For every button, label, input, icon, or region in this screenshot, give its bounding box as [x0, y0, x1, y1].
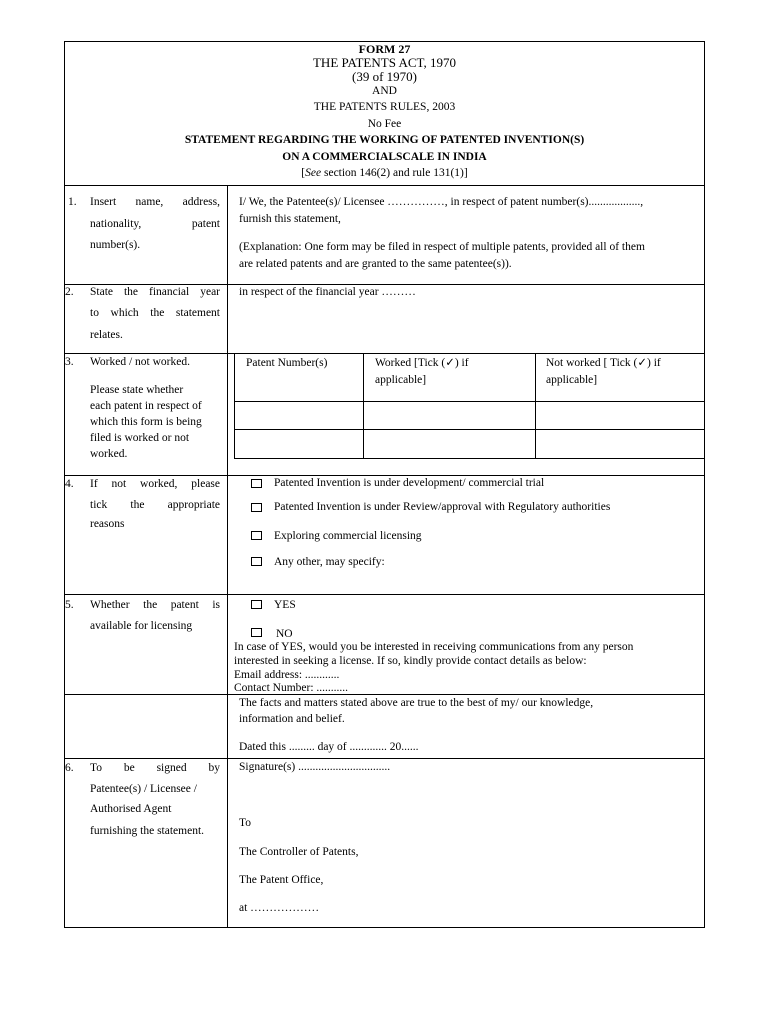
reason-checkbox-regulatory[interactable] [251, 503, 262, 512]
signature-field[interactable]: Signature(s) ................................ [239, 761, 391, 773]
row4-label: reasons [90, 518, 125, 530]
row6-label: furnishing the statement. [90, 825, 205, 837]
row1-label: Insert name, address, [90, 196, 220, 208]
licensing-no-label: NO [276, 628, 293, 640]
licensing-yes-checkbox[interactable] [251, 600, 262, 609]
row2-label: State the financial year [90, 286, 220, 298]
row3-label: worked. [90, 448, 128, 460]
controller-label: The Controller of Patents, [239, 846, 359, 858]
reason-checkbox-development[interactable] [251, 479, 262, 488]
row-number: 4. [65, 478, 74, 490]
dated-field[interactable]: Dated this ......... day of ............. 20...... [239, 741, 419, 753]
row1-explanation: (Explanation: One form may be filed in respect of multiple patents, provided all of them [239, 241, 645, 253]
column-divider [227, 185, 228, 928]
fee-text: No Fee [367, 118, 402, 130]
licensing-yes-label: YES [274, 599, 296, 611]
reason-label: Patented Invention is under Review/approval with Regulatory authorities [274, 501, 611, 513]
row-number: 1. [68, 196, 77, 208]
statement-title-line2: ON A COMMERCIALSCALE IN INDIA [282, 151, 487, 163]
row6-label: To be signed by [90, 762, 220, 774]
worked-cell[interactable] [364, 430, 534, 457]
patent-office-label: The Patent Office, [239, 874, 324, 886]
licensing-note: interested in seeking a license. If so, kindly provide contact details as below: [234, 655, 587, 667]
reason-label: Exploring commercial licensing [274, 530, 422, 542]
contact-number-field[interactable]: Contact Number: ........... [234, 682, 349, 694]
row5-label: available for licensing [90, 620, 193, 632]
row2-label: to which the statement [90, 307, 220, 319]
divider [65, 694, 705, 695]
table-header-worked: applicable] [375, 374, 427, 386]
row1-explanation: are related patents and are granted to the same patentee(s)). [239, 258, 512, 270]
declaration-text: The facts and matters stated above are true to the best of my/ our knowledge, [239, 697, 594, 709]
act-title: THE PATENTS ACT, 1970 [312, 55, 456, 70]
not-worked-cell[interactable] [536, 430, 704, 457]
reason-label: Patented Invention is under development/ commercial trial [274, 477, 545, 489]
row1-label: nationality, patent [90, 218, 220, 230]
row5-label: Whether the patent is [90, 599, 220, 611]
divider [65, 758, 705, 759]
form-number: FORM 27 [358, 42, 411, 56]
form-27 [64, 41, 705, 928]
financial-year-text: in respect of the financial year ……… [239, 286, 416, 298]
licensing-no-checkbox[interactable] [251, 628, 262, 637]
row4-label: tick the appropriate [90, 499, 220, 511]
row3-label: filed is worked or not [90, 432, 190, 444]
divider [65, 594, 705, 595]
row4-label: If not worked, please [90, 478, 220, 490]
patent-number-cell[interactable] [235, 402, 362, 429]
to-label: To [239, 817, 251, 829]
patent-number-cell[interactable] [235, 430, 362, 457]
row3-label: which this form is being [90, 416, 202, 428]
row3-label: each patent in respect of [90, 400, 202, 412]
row1-label: number(s). [90, 239, 141, 251]
table-divider [234, 458, 705, 459]
reason-checkbox-licensing[interactable] [251, 531, 262, 540]
table-header-patent-number: Patent Number(s) [246, 357, 328, 369]
divider [65, 353, 705, 354]
table-header-not-worked: applicable] [546, 374, 598, 386]
row2-label: relates. [90, 329, 123, 341]
divider [65, 185, 705, 186]
act-number: (39 of 1970) [352, 69, 417, 84]
row1-statement: I/ We, the Patentee(s)/ Licensee ……………, in respect of patent number(s).................., [239, 196, 644, 208]
table-header-not-worked: Not worked [ Tick (✓) if [546, 357, 661, 369]
row6-label: Authorised Agent [90, 803, 172, 815]
email-address-field[interactable]: Email address: ............ [234, 669, 340, 681]
row-number: 5. [65, 599, 74, 611]
row-number: 2. [65, 286, 74, 298]
not-worked-cell[interactable] [536, 402, 704, 429]
table-header-worked: Worked [Tick (✓) if [375, 357, 469, 369]
rules-title: THE PATENTS RULES, 2003 [313, 101, 456, 113]
row-number: 6. [65, 762, 74, 774]
row3-label: Worked / not worked. [90, 356, 190, 368]
office-location-field[interactable]: at ……………… [239, 902, 320, 914]
reason-label: Any other, may specify: [274, 556, 385, 568]
statement-title-line1: STATEMENT REGARDING THE WORKING OF PATENTED INVENTION(S) [184, 134, 585, 146]
row3-label: Please state whether [90, 384, 184, 396]
licensing-note: In case of YES, would you be interested in receiving communications from any person [234, 641, 634, 653]
row-number: 3. [65, 356, 74, 368]
section-reference: [See section 146(2) and rule 131(1)] [301, 167, 468, 179]
reason-checkbox-other[interactable] [251, 557, 262, 566]
row6-label: Patentee(s) / Licensee / [90, 783, 197, 795]
declaration-text: information and belief. [239, 713, 345, 725]
worked-cell[interactable] [364, 402, 534, 429]
row1-statement: furnish this statement, [239, 213, 341, 225]
and-text: AND [372, 85, 397, 97]
